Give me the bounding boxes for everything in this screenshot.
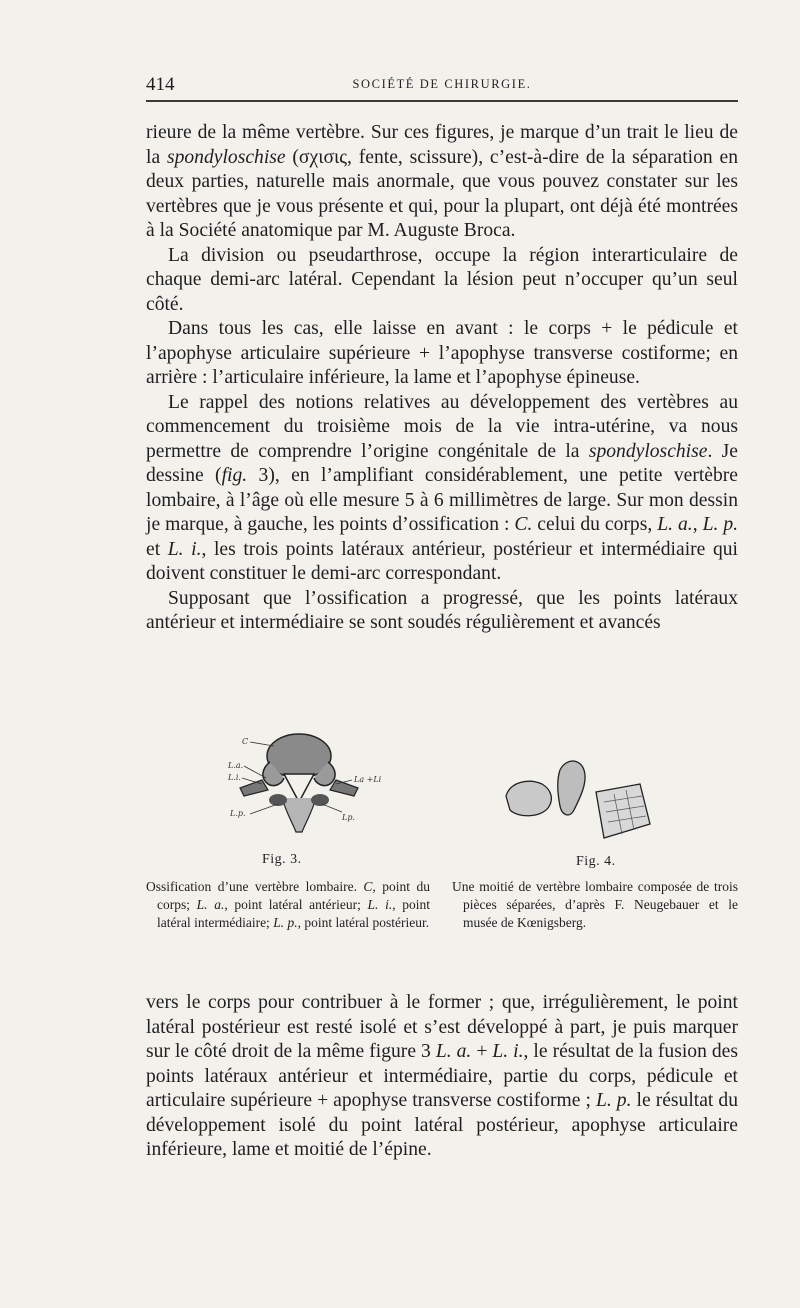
paragraph-5: Supposant que l’ossification a progressé, que les points latéraux antérieur et intermédiaire se sont soudés régulièrement et avancés xyxy=(146,587,738,633)
fig3-label-la: L.a. xyxy=(228,761,244,770)
paragraph-6: vers le corps pour contribuer à le former ; que, irrégulièrement, le point latéral postérieur est resté isolé et s’est développé à part, je puis marquer sur le côté droit de la même figure 3 L. a. + L. i., le résultat de la fusion des points latéraux antérieur et intermédiaire, partie du corps, pédicule et articulaire supérieure + apophyse transverse costiforme ; L. p. le résultat du développement isolé du point latéral postérieur, apophyse articulaire inférieure, lame et moitié de l’épine. xyxy=(146,992,739,1160)
fig3-label-lp-left: L.p. xyxy=(230,809,246,818)
figure-4-label: Fig. 4. xyxy=(576,854,616,869)
figure-3-label: Fig. 3. xyxy=(262,852,302,867)
paragraph-3: Dans tous les cas, elle laisse en avant : le corps + le pédicule et l’apophyse articulaire supérieure + l’apophyse transverse costiforme; en arrière : l’articulaire inférieure, la lame et l’apophyse épineuse. xyxy=(146,318,738,388)
running-title: SOCIÉTÉ DE CHIRURGIE. xyxy=(352,77,532,91)
figure-3-caption: Ossification d’une vertèbre lombaire. C, point du corps; L. a., point latéral antérieur; L. i., point latéral intermédiaire; L. p., point latéral postérieur. xyxy=(146,879,430,930)
figure-3-vertebra-drawing xyxy=(222,722,392,844)
fig3-label-lp-right: Lp. xyxy=(342,813,355,822)
header-rule xyxy=(146,100,738,102)
figure-4-caption: Une moitié de vertèbre lombaire composée de trois pièces séparées, d’après F. Neugebauer et le musée de Kœnigsberg. xyxy=(452,879,738,930)
page-header xyxy=(146,74,738,100)
body-text-top xyxy=(146,121,738,636)
body-text-bottom xyxy=(146,991,738,1163)
fig3-label-la-li: La +Li xyxy=(354,775,382,784)
paragraph-1: rieure de la même vertèbre. Sur ces figures, je marque d’un trait le lieu de la spondyloschise (σχισις, fente, scissure), c’est-à-dire de la séparation en deux parties, naturelle mais anormale, que vous pouvez constater sur les vertèbres que je vous présente et qui, pour la plupart, ont déjà été montrées à la Société anatomique par M. Auguste Broca. xyxy=(146,122,738,241)
figure-4-vertebra-pieces-drawing xyxy=(500,748,660,848)
page-number: 414 xyxy=(146,74,175,95)
paragraph-4: Le rappel des notions relatives au développement des vertèbres au commencement du troisième mois de la vie intra-utérine, va nous permettre de comprendre l’origine congénitale de la spondyloschise. Je dessine (fig. 3), en l’amplifiant considérablement, une petite vertèbre lombaire, à l’âge où elle mesure 5 à 6 millimètres de large. Sur mon dessin je marque, à gauche, les points d’ossification : C. celui du corps, L. a., L. p. et L. i., les trois points latéraux antérieur, postérieur et intermédiaire qui doivent constituer le demi-arc correspondant. xyxy=(146,391,739,584)
fig3-label-c: C xyxy=(242,737,249,746)
paragraph-2: La division ou pseudarthrose, occupe la région interarticulaire de chaque demi-arc latéral. Cependant la lésion peut n’occuper qu’un seul côté. xyxy=(146,244,738,315)
fig3-label-li: L.i. xyxy=(228,773,241,782)
